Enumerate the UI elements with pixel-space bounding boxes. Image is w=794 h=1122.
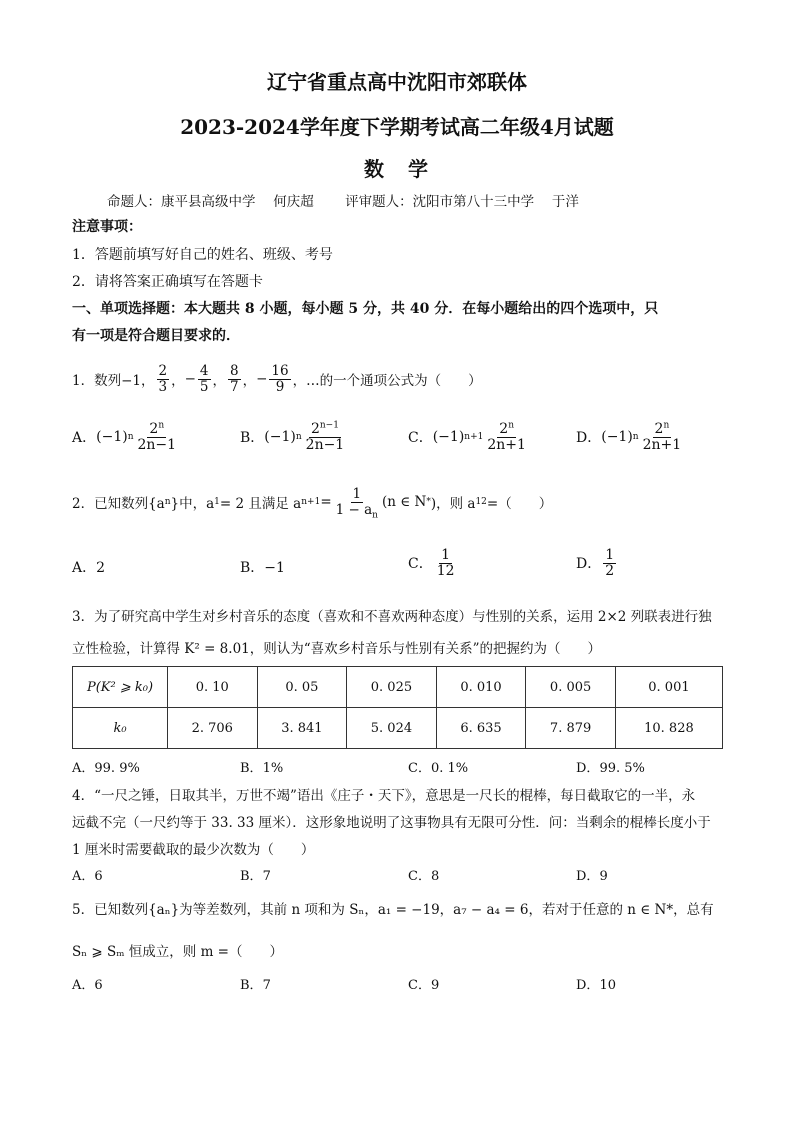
option-label: B． (240, 761, 263, 776)
option-label: C． (408, 869, 431, 884)
q1-term-3 (228, 364, 241, 393)
q1-term-2-den: 5 (199, 378, 209, 395)
q1-term-4-sign: − (256, 371, 268, 387)
option-label: A． (72, 869, 95, 884)
q2-option-d[interactable] (576, 548, 618, 578)
exam-title-line2: 2023-2024学年度下学期考试高二年级4月试题 (180, 115, 614, 139)
option-value: 99. 5% (599, 761, 645, 776)
question-5-line1: 5．已知数列{aₙ}为等差数列，其前 n 项和为 Sₙ，a₁ = −19，a₇ − a₄ = 6，若对于任意的 n ∈ N*，总有 (72, 902, 714, 918)
option-value: 6 (94, 869, 103, 884)
q1-term-4 (269, 364, 290, 393)
option-num-exp: n (663, 420, 670, 431)
section-heading-line1: 一、单项选择题：本大题共 8 小题，每小题 5 分，共 40 分．在每小题给出的四个选项中，只 (72, 301, 659, 317)
option-value: 9 (599, 869, 608, 884)
authors-line: 命题人：康平县高级中学 何庆超 评审题人：沈阳市第八十三中学 于洋 (107, 194, 579, 210)
option-den: 2 (605, 562, 615, 579)
option-den: 12 (436, 562, 455, 579)
question-2-stem: 2．已知数列{a n }中，a 1 = 2 且满足 a n+1 = $\frac{1}{1 - a_n}$ (n ∈ N * )，则 a 12 =（ ） (72, 486, 553, 521)
table-cell: 0. 025 (347, 667, 437, 708)
question-4-line3: 1 厘米时需要截取的最少次数为（ ） (72, 842, 315, 858)
q1-option-c[interactable]: C． (−1) n+1 $\frac{2^n}{2n+1}$ (408, 420, 526, 453)
option-num: 2 (310, 421, 320, 437)
table-row (73, 667, 723, 708)
q1-option-a[interactable]: A． (−1) n $\frac{2^n}{2n-1}$ (72, 420, 177, 453)
option-label: C． (408, 978, 431, 993)
option-label: D． (576, 556, 602, 573)
q2-text: }中，a (170, 496, 215, 512)
option-base: (−1) (601, 429, 633, 446)
q2-text: 2．已知数列{a (72, 496, 165, 512)
option-base: (−1) (432, 429, 465, 446)
option-den: 2n−1 (305, 436, 345, 453)
q1-term-4-num: 16 (271, 363, 289, 380)
option-base: (−1) (264, 429, 296, 446)
q1-term-2-num: 4 (199, 363, 209, 380)
option-num-exp: n (158, 420, 165, 431)
option-value: −1 (264, 560, 285, 576)
option-value: 6 (94, 978, 103, 993)
option-label: B． (240, 978, 263, 993)
q1-term-3-num: 8 (230, 363, 239, 380)
q2-option-b[interactable] (240, 557, 285, 577)
q1-term-2-sign: − (184, 371, 196, 387)
q2-option-a[interactable] (72, 557, 105, 577)
option-value: 2 (96, 560, 106, 576)
q1-term-4-den: 9 (275, 378, 285, 395)
q2-option-c[interactable] (408, 548, 459, 578)
option-value: 7 (262, 869, 271, 884)
q2-text: =（ ） (486, 496, 553, 512)
q2-text: = 2 且满足 a (219, 496, 302, 512)
q4-option-c[interactable] (408, 865, 439, 884)
option-num: 2 (499, 421, 509, 437)
table-cell: 0. 010 (436, 667, 526, 708)
q2-text: )，则 a (430, 496, 476, 512)
notice-item-2: 2．请将答案正确填写在答题卡 (72, 274, 263, 290)
option-den: 2n+1 (487, 436, 526, 453)
q3-option-a[interactable] (72, 757, 140, 776)
option-value: 10 (599, 978, 616, 993)
q2-sub: n (372, 510, 378, 521)
q5-option-b[interactable] (240, 974, 271, 993)
subject-title: 数 学 (364, 157, 430, 181)
table-cell: 2. 706 (168, 708, 258, 749)
question-1-stem: 1．数列−1， $\frac{2}{3}$ ， − $\frac{4}{5}$ ， $\frac{8}{7}$ ， − $\frac{16}{9}$ ，…的一个通项公式为（ ） (72, 363, 482, 395)
q1-option-d[interactable]: D． (−1) n $\frac{2^n}{2n+1}$ (576, 420, 682, 453)
q3-option-c[interactable] (408, 757, 468, 776)
table-cell: 7. 879 (526, 708, 616, 749)
q2-text: (n ∈ N (381, 494, 427, 510)
option-num: 1 (441, 547, 451, 563)
option-label: A． (72, 430, 97, 447)
question-3-line1: 3．为了研究高中学生对乡村音乐的态度（喜欢和不喜欢两种态度）与性别的关系，运用 2×2 列联表进行独 (72, 609, 712, 625)
option-num: 1 (605, 547, 615, 563)
option-value: 99. 9% (94, 761, 140, 776)
q2-frac-num: 1 (352, 486, 362, 503)
option-base: (−1) (96, 429, 128, 446)
option-label: B． (240, 869, 263, 884)
notice-heading: 注意事项： (72, 219, 142, 235)
option-label: D． (576, 430, 602, 447)
q1-option-b[interactable]: B． (−1) n $\frac{2^{n-1}}{2n-1}$ (240, 420, 345, 453)
notice-item-1: 1．答题前填写好自己的姓名、班级、考号 (72, 247, 333, 263)
q5-option-a[interactable] (72, 974, 103, 993)
q4-option-b[interactable] (240, 865, 271, 884)
table-row-label: P(K² ⩾ k₀) (73, 667, 168, 708)
q4-option-a[interactable] (72, 865, 103, 884)
critical-value-table (72, 666, 723, 749)
q1-term-1-num: 2 (158, 363, 168, 380)
option-num-exp: n−1 (319, 420, 339, 431)
table-row-label: k₀ (73, 708, 168, 749)
table-row (73, 708, 723, 749)
option-value: 1% (262, 761, 284, 776)
table-cell: 6. 635 (436, 708, 526, 749)
q1-term-1 (155, 364, 172, 393)
table-cell: 0. 05 (257, 667, 347, 708)
option-value: 9 (430, 978, 440, 993)
q3-option-b[interactable] (240, 757, 283, 776)
q1-term-2 (198, 364, 211, 393)
option-label: C． (408, 430, 433, 447)
exam-title-line1: 辽宁省重点高中沈阳市郊联体 (267, 70, 527, 94)
q5-option-c[interactable] (408, 974, 439, 993)
q2-text: = (320, 494, 332, 510)
option-den: 2n−1 (137, 436, 177, 453)
q4-option-d[interactable] (576, 865, 608, 884)
option-label: D． (576, 761, 600, 776)
option-label: A． (72, 560, 97, 576)
option-value: 0. 1% (430, 761, 469, 776)
q1-term-1-den: 3 (158, 378, 168, 395)
q2-frac-den: 1 − a (335, 501, 373, 518)
option-den: 2n+1 (642, 436, 682, 453)
option-label: A． (72, 761, 95, 776)
table-cell: 10. 828 (615, 708, 722, 749)
option-label: A． (72, 978, 95, 993)
q3-option-d[interactable] (576, 757, 645, 776)
option-num: 2 (149, 421, 159, 437)
q1-suffix: ，…的一个通项公式为（ ） (292, 373, 482, 389)
q1-term-3-den: 7 (230, 378, 239, 395)
option-value: 7 (262, 978, 271, 993)
option-label: B． (240, 430, 265, 447)
table-cell: 3. 841 (257, 708, 347, 749)
question-4-line1: 4．“一尺之锤，日取其半，万世不竭”语出《庄子・天下》，意思是一尺长的棍棒，每日截取它的一半，永 (72, 788, 696, 804)
option-num: 2 (654, 421, 664, 437)
table-cell: 0. 001 (615, 667, 722, 708)
q5-option-d[interactable] (576, 974, 616, 993)
table-cell: 0. 10 (168, 667, 258, 708)
option-label: D． (576, 978, 600, 993)
option-label: B． (240, 560, 265, 576)
question-3-line2: 立性检验，计算得 K² = 8.01，则认为“喜欢乡村音乐与性别有关系”的把握约为（ ） (72, 641, 602, 657)
table-cell: 5. 024 (347, 708, 437, 749)
question-5-line2: Sₙ ⩾ Sₘ 恒成立，则 m =（ ） (72, 944, 283, 960)
option-label: D． (576, 869, 600, 884)
q1-prefix: 1．数列−1， (72, 373, 155, 389)
option-value: 8 (430, 869, 440, 884)
option-label: C． (408, 761, 431, 776)
option-label: C． (408, 556, 433, 573)
table-cell: 0. 005 (526, 667, 616, 708)
section-heading-line2: 有一项是符合题目要求的． (72, 328, 240, 344)
question-4-line2: 远截不完（一尺约等于 33. 33 厘米）．这形象地说明了这事物具有无限可分性．问：当剩余的棍棒长度小于 (72, 815, 711, 831)
option-num-exp: n (508, 420, 514, 431)
q2-fraction (334, 486, 380, 521)
